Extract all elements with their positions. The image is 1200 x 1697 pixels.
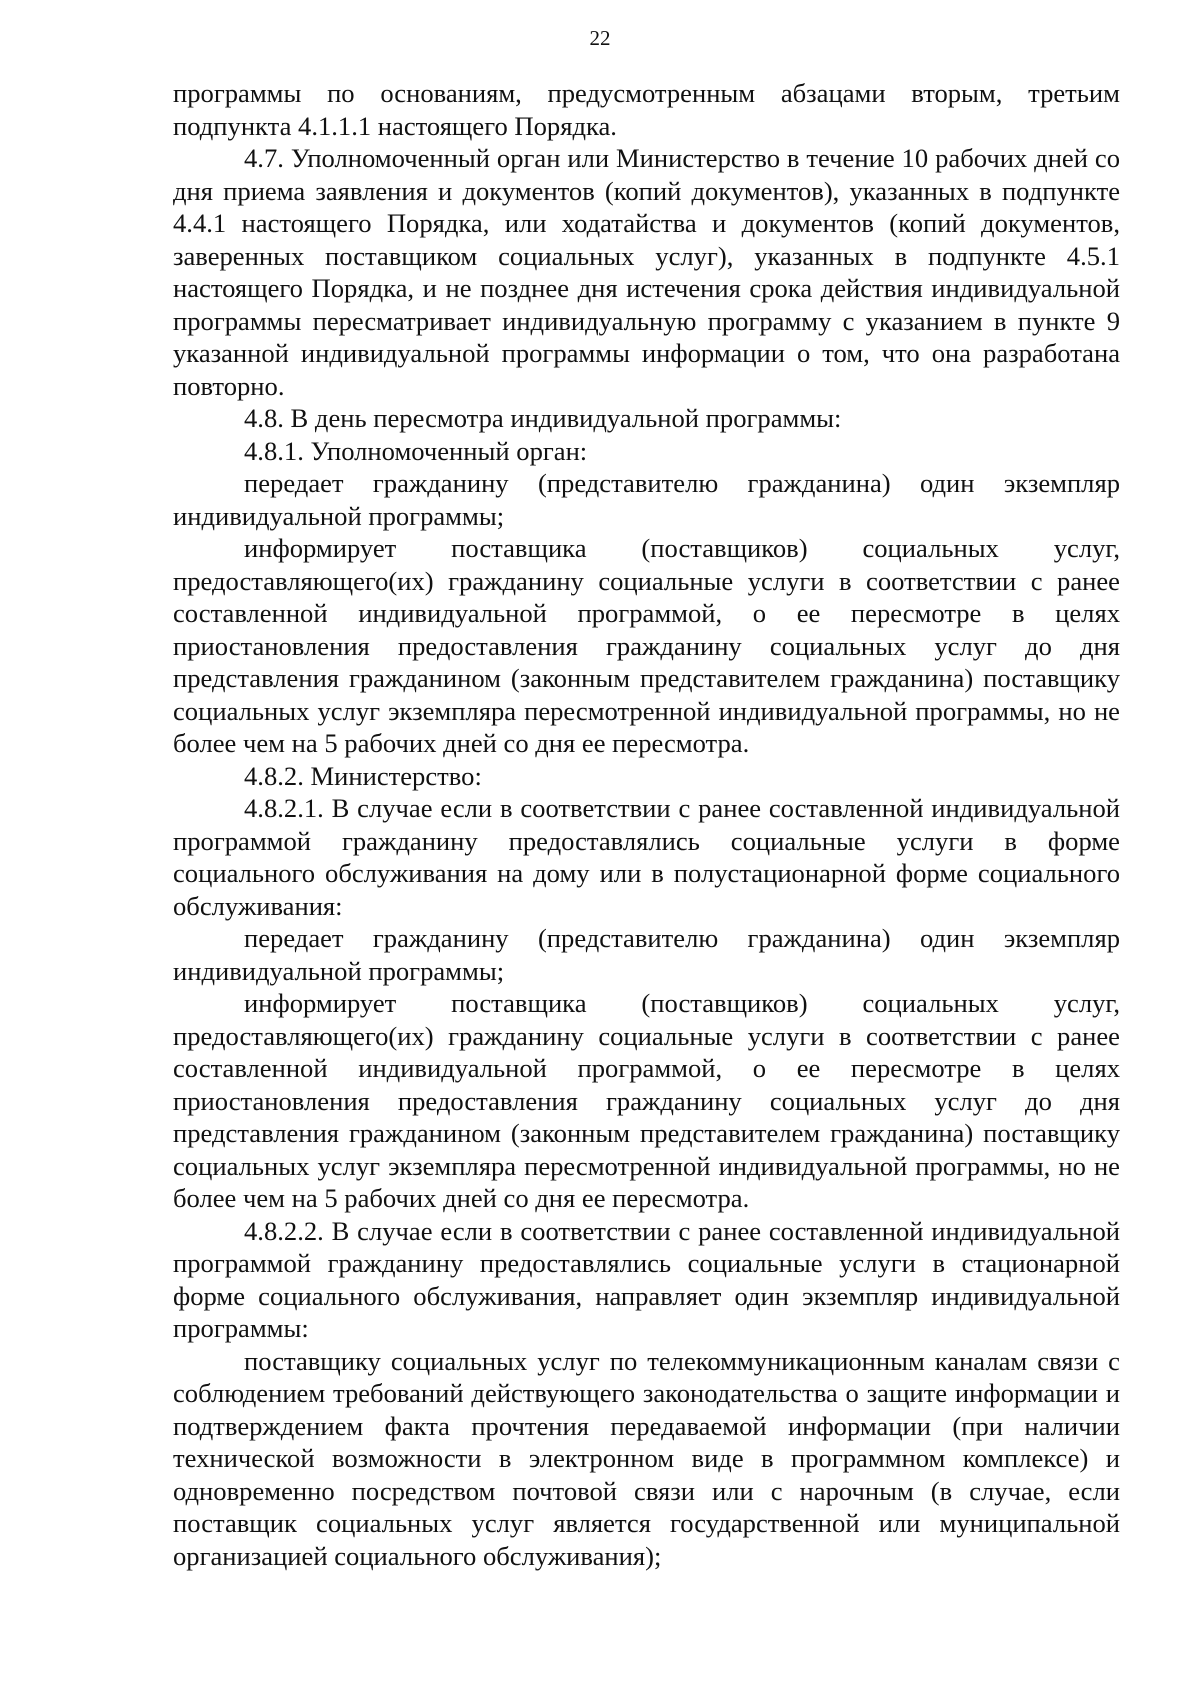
paragraph-4-7: 4.7. Уполномоченный орган или Министерство в течение 10 рабочих дней со дня приема заявления и документов (копий документов), указанных в подпункте 4.4.1 настоящего Порядка, или ходатайства и документов (копий документов, заверенных поставщиком социальных услуг), указанных в подпункте 4.5.1 настоящего Порядка, и не позднее дня истечения срока действия индивидуальной программы пересматривает индивидуальную программу с указанием в пункте 9 указанной индивидуальной программы информации о том, что она разработана повторно. — [173, 143, 1120, 401]
paragraph-4-8: 4.8. В день пересмотра индивидуальной программы: — [244, 403, 842, 433]
paragraph-4-8-1-inform: информирует поставщика (поставщиков) социальных услуг, предоставляющего(их) гражданину социальные услуги в соответствии с ранее составленной индивидуальной программой, о ее пересмотре в целях приостановления предоставления гражданину социальных услуг до дня представления гражданином (законным представителем гражданина) поставщику социальных услуг экземпляра пересмотренной индивидуальной программы, но не более чем на 5 рабочих дней со дня ее пересмотра. — [173, 533, 1120, 758]
paragraph-continuation: программы по основаниям, предусмотренным абзацами вторым, третьим подпункта 4.1.1.1 настоящего Порядка. — [173, 78, 1120, 141]
paragraph-4-8-1: 4.8.1. Уполномоченный орган: — [244, 435, 588, 466]
page-number: 22 — [589, 26, 611, 50]
paragraph-4-8-2-2: 4.8.2.2. В случае если в соответствии с ранее составленной индивидуальной программой гражданину предоставлялись социальные услуги в стационарной форме социального обслуживания, направляет один экземпляр индивидуальной программы: — [173, 1215, 1120, 1343]
paragraph-4-8-2-1: 4.8.2.1. В случае если в соответствии с ранее составленной индивидуальной программой гражданину предоставлялись социальные услуги в форме социального обслуживания на дому или в полустационарной форме социального обслуживания: — [173, 793, 1120, 921]
paragraph-4-8-1-transfer: передает гражданину (представителю гражданина) один экземпляр индивидуальной программы; — [173, 468, 1120, 531]
paragraph-4-8-2-2-provider: поставщику социальных услуг по телекоммуникационным каналам связи с соблюдением требований действующего законодательства о защите информации и подтверждением факта прочтения передаваемой информации (при наличии технической возможности в электронном виде в программном комплексе) и одновременно посредством почтовой связи или с нарочным (в случае, если поставщик социальных услуг является государственной или муниципальной организацией социального обслуживания); — [173, 1345, 1120, 1571]
paragraph-4-8-2-1-inform: информирует поставщика (поставщиков) социальных услуг, предоставляющего(их) гражданину социальные услуги в соответствии с ранее составленной индивидуальной программой, о ее пересмотре в целях приостановления предоставления гражданину социальных услуг до дня представления гражданином (законным представителем гражданина) поставщику социальных услуг экземпляра пересмотренной индивидуальной программы, но не более чем на 5 рабочих дней со дня ее пересмотра. — [173, 988, 1120, 1213]
paragraph-4-8-2-1-transfer: передает гражданину (представителю гражданина) один экземпляр индивидуальной программы; — [173, 923, 1120, 986]
paragraph-4-8-2: 4.8.2. Министерство: — [244, 760, 482, 791]
document-body — [173, 77, 1120, 1572]
